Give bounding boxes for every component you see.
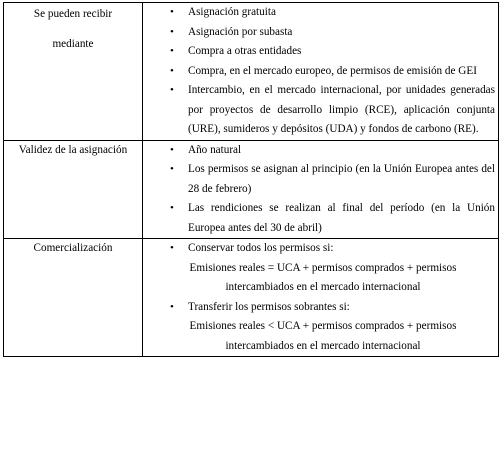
row-label: Validez de la asignación xyxy=(18,143,128,156)
table-row xyxy=(4,140,499,239)
formula-line: intercambiados en el mercado internacional xyxy=(225,281,421,293)
table-row xyxy=(4,239,499,357)
list-item: • Asignación por subasta xyxy=(143,23,495,43)
row-label: Se pueden recibir xyxy=(33,8,113,20)
list-item: • Conservar todos los permisos si: xyxy=(143,239,495,259)
row-label-cell xyxy=(4,239,143,357)
row-label-cell xyxy=(4,140,143,239)
list-item: • Transferir los permisos sobrantes si: xyxy=(143,298,495,318)
row-content-cell xyxy=(143,140,499,239)
bullet-list xyxy=(143,298,495,318)
row-content-cell xyxy=(143,3,499,141)
table-row xyxy=(4,3,499,141)
formula-line: Emisiones reales = UCA + permisos comprados + permisos xyxy=(189,261,457,274)
list-item: • Asignación gratuita xyxy=(143,3,495,23)
formula-line: intercambiados en el mercado internacional xyxy=(225,339,421,352)
formula-line: Emisiones reales < UCA + permisos comprados + permisos xyxy=(189,320,457,332)
list-item: • Compra, en el mercado europeo, de permisos de emisión de GEI xyxy=(143,62,495,82)
bullet-list xyxy=(143,239,495,259)
list-item: • Año natural xyxy=(143,141,495,161)
row-label-cell xyxy=(4,3,143,141)
list-item: • Compra a otras entidades xyxy=(143,42,495,62)
emissions-permits-table xyxy=(3,2,499,357)
bullet-list xyxy=(143,3,495,140)
list-item: • Los permisos se asignan al principio (en la Unión Europea antes del 28 de febrero) xyxy=(143,160,495,199)
list-item: • Intercambio, en el mercado internacional, por unidades generadas por proyectos de desarrollo limpio (RCE), aplicación conjunta (URE), sumideros y depósitos (UDA) y fondos de carbono (RE). xyxy=(143,81,495,140)
row-label: mediante xyxy=(52,37,94,50)
bullet-list xyxy=(143,141,495,239)
list-item: • Las rendiciones se realizan al final del período (en la Unión Europea antes del 30 de abril) xyxy=(143,199,495,238)
row-label: Comercialización xyxy=(33,242,113,254)
row-content-cell xyxy=(143,239,499,357)
